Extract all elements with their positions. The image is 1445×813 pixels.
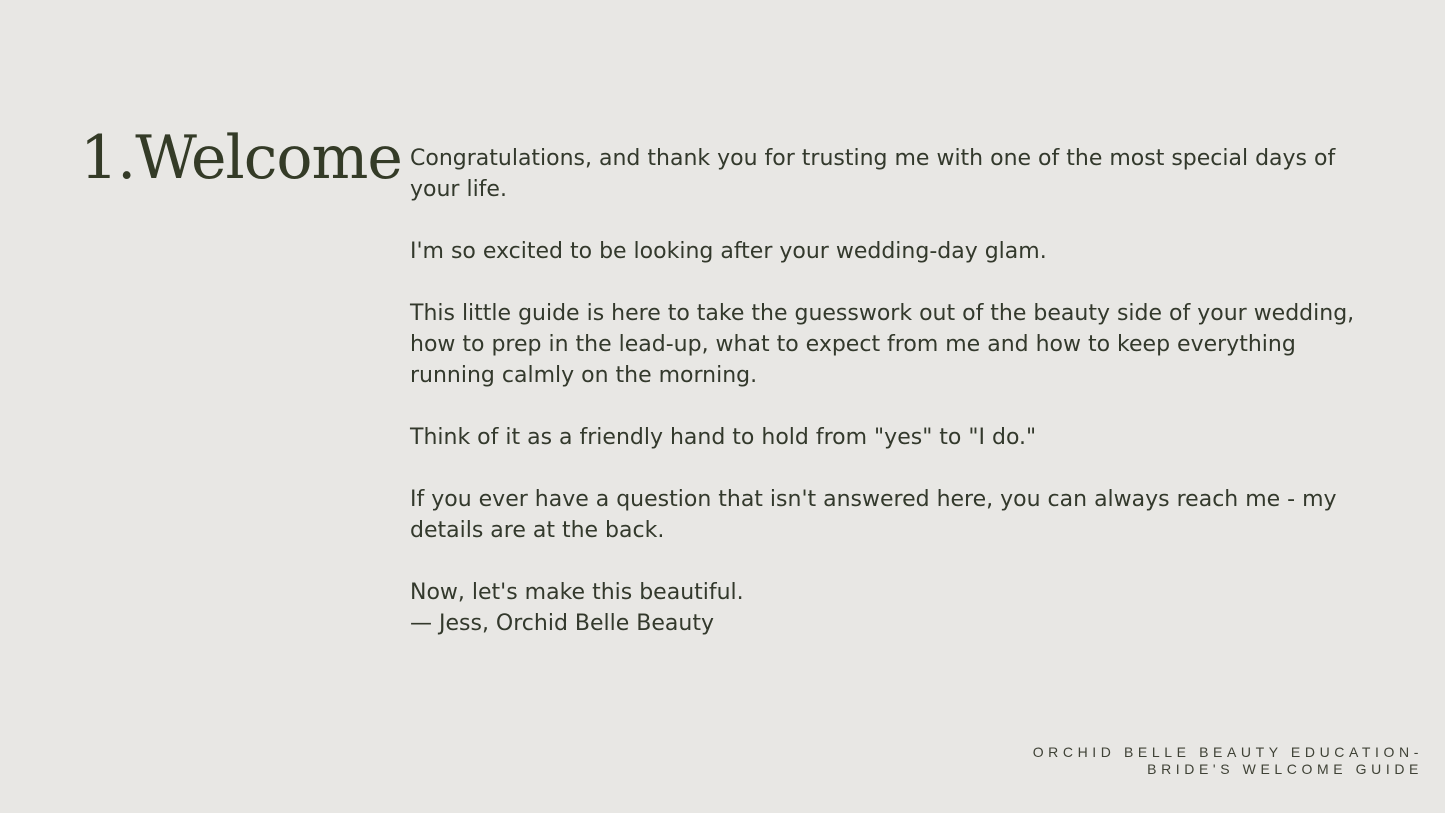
welcome-body — [410, 143, 1360, 639]
signature: — Jess, Orchid Belle Beauty — [410, 611, 714, 636]
footer-caption — [1033, 744, 1423, 778]
footer-line-1: ORCHID BELLE BEAUTY EDUCATION- — [1032, 744, 1423, 760]
paragraph-congratulations: Congratulations, and thank you for trusting me with one of the most special days of your life. — [410, 146, 1336, 202]
paragraph-friendly-hand: Think of it as a friendly hand to hold from "yes" to "I do." — [410, 425, 1037, 450]
footer-line-2: BRIDE'S WELCOME GUIDE — [1147, 761, 1423, 777]
section-title: 1.Welcome — [80, 123, 402, 193]
closing-line: Now, let's make this beautiful. — [410, 580, 744, 605]
closing-block — [410, 577, 1360, 639]
paragraph-contact: If you ever have a question that isn't answered here, you can always reach me - my details are at the back. — [410, 487, 1337, 543]
paragraph-excited: I'm so excited to be looking after your wedding-day glam. — [410, 239, 1047, 264]
paragraph-guide-purpose: This little guide is here to take the guesswork out of the beauty side of your wedding, how to prep in the lead-up, what to expect from me and how to keep everything running calmly on the morning. — [410, 301, 1355, 388]
